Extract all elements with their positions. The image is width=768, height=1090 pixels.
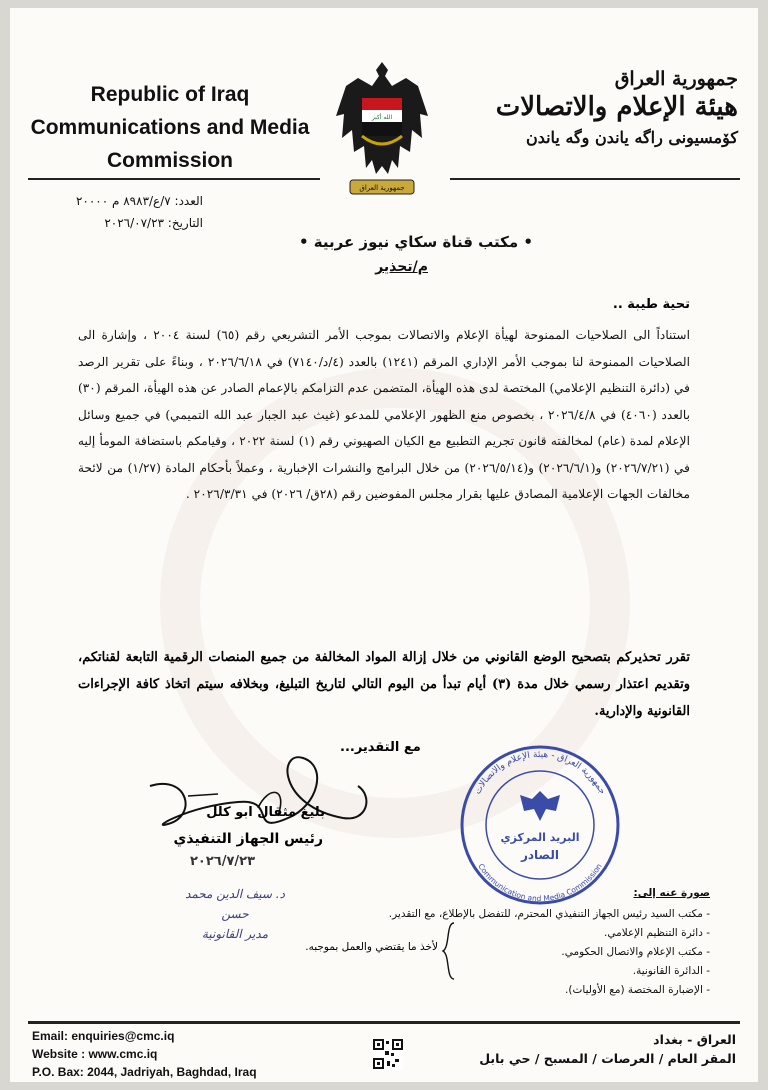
- reference-block: [76, 190, 203, 234]
- signatory-name: بليغ مثقال ابو كلل: [206, 805, 325, 820]
- brace-icon: [440, 921, 458, 981]
- iraq-eagle-emblem-icon: [332, 56, 432, 204]
- department-mark: [185, 884, 285, 944]
- footer-english: [32, 1027, 257, 1081]
- copies-brace-note: لأخذ ما يقتضي والعمل بموجبه.: [305, 941, 438, 953]
- greeting: تحية طيبة ..: [612, 297, 690, 312]
- footer-rule: [28, 1021, 740, 1024]
- header-en-line2: Communications and Media: [30, 116, 310, 139]
- copies-item: - مكتب السيد رئيس الجهاز التنفيذي المحترم، للتفضل بالإطلاع، مع التقدير.: [388, 908, 710, 920]
- recipient: • مكتب قناة سكاي نيوز عربية •: [298, 233, 533, 251]
- department-mark-line1: د. سيف الدين محمد حسن: [185, 887, 285, 921]
- footer-ar-line1: العراق - بغداد: [653, 1032, 736, 1047]
- svg-text:جمهورية العراق - هيئة الإعلام: [473, 750, 607, 796]
- decision-paragraph: تقرر تحذيركم بتصحيح الوضع القانوني من خلال إزالة المواد المخالفة من جميع المنصات الرقمية التابعة لقناتكم، وتقديم اعتذار رسمي خلال مدة (٣) أيام تبدأ من اليوم التالي لتاريخ التبليغ، وبخلافه سيتم اتخاذ كافة الإجراءات القانونية والإدارية.: [78, 650, 690, 719]
- footer-arabic: [479, 1030, 736, 1068]
- reference-number: العدد: ٧/ع/٨٩٨٣ م ٢٠٠٠٠: [75, 194, 203, 208]
- copies-item: - مكتب الإعلام والاتصال الحكومي.: [561, 946, 710, 958]
- header-english: [20, 78, 320, 177]
- header-ar-line1: جمهورية العراق: [614, 68, 738, 90]
- reference-date: التاريخ: ٢٠٢٦/٠٧/٢٣: [104, 216, 203, 230]
- header-arabic: [438, 68, 738, 147]
- subject: م/تحذير: [375, 259, 428, 275]
- copies-item: - الإضبارة المختصة (مع الأوليات).: [565, 984, 710, 996]
- footer-website: Website : www.cmc.iq: [32, 1047, 158, 1061]
- closing: مع التقدير...: [340, 740, 421, 755]
- emblem-motto: الله أكبر: [371, 114, 393, 121]
- stamp-center-line1: البريد المركزي: [500, 831, 580, 844]
- stamp-arc-top: جمهورية العراق - هيئة الإعلام والاتصالات: [472, 749, 608, 797]
- stamp-center-line2: الصادر: [520, 848, 560, 862]
- signature-date: ٢٠٢٦/٧/٢٣: [190, 854, 256, 869]
- footer-ar-line2: المقر العام / العرصات / المسبح / حي بابل: [479, 1051, 736, 1066]
- header-ar-line2: هيئة الإعلام والاتصالات: [495, 92, 738, 122]
- copies-item: - دائرة التنظيم الإعلامي.: [604, 927, 710, 939]
- footer-email: Email: enquiries@cmc.iq: [32, 1029, 175, 1043]
- header-rule-right: [450, 178, 740, 180]
- signatory-position: رئيس الجهاز التنفيذي: [173, 831, 323, 847]
- header-ar-line3: كۆمسيونى راگه ياندن وگه ياندن: [525, 128, 738, 147]
- department-mark-line2: مدير القانونية: [201, 927, 269, 941]
- letter-body: استناداً الى الصلاحيات الممنوحة لهيأة الإعلام والاتصالات بموجب الأمر التشريعي رقم (٦٥) لسنة ٢٠٠٤ ، وإشارة الى الصلاحيات الممنوحة لنا بموجب الأمر الإداري المرقم (١٢٤١) بالعدد (٤/د/٧١٤٠) في ٢٠٢٦/٦/١٨ ، وبناءً على تقرير الرصد في (دائرة التنظيم الإعلامي) المختصة لدى هذه الهيأة، المتضمن عدم التزامكم بالإعمام الصادر عن هذه الهيأة، المرقم (٣٠) بالعدد (٤٠٦٠) في ٢٠٢٦/٤/٨ ، بخصوص منع الظهور الإعلامي للمدعو (غيث عبد الجبار عبد الله التميمي) في جميع وسائل الإعلام لمدة (عام) لمخالفته قانون تجريم التطبيع مع الكيان الصهيوني رقم (١) لسنة ٢٠٢٢ ، وقيامكم باستضافة المومأ إليه في (٢٠٢٦/٧/٢١) و(٢٠٢٦/٦/١) و(٢٠٢٦/٥/١٤) من خلال البرامج والنشرات الإخبارية ، وعملاً بأحكام المادة (١/٢٧) من لائحة مخالفات الجهات الإعلامية المصادق عليها بقرار مجلس المفوضين رقم (٢٨ق/ ٢٠٢٦) في ٢٠٢٦/٣/٣١ .: [78, 328, 691, 501]
- header-en-line3: Commission: [106, 149, 234, 172]
- emblem-label: جمهورية العراق: [359, 184, 405, 192]
- qr-code-icon: [373, 1039, 403, 1069]
- copies-item: - الدائرة القانونية.: [632, 965, 710, 977]
- header-en-line1: Republic of Iraq: [90, 83, 250, 106]
- copies-title: صورة عنه إلى:: [633, 887, 710, 899]
- footer-pobox: P.O. Bax: 2044, Jadriyah, Baghdad, Iraq: [32, 1065, 257, 1079]
- stamp-arc-bottom: Communication and Media Commission: [476, 861, 604, 904]
- header-rule-left: [28, 178, 320, 180]
- letter-page: [10, 8, 758, 1082]
